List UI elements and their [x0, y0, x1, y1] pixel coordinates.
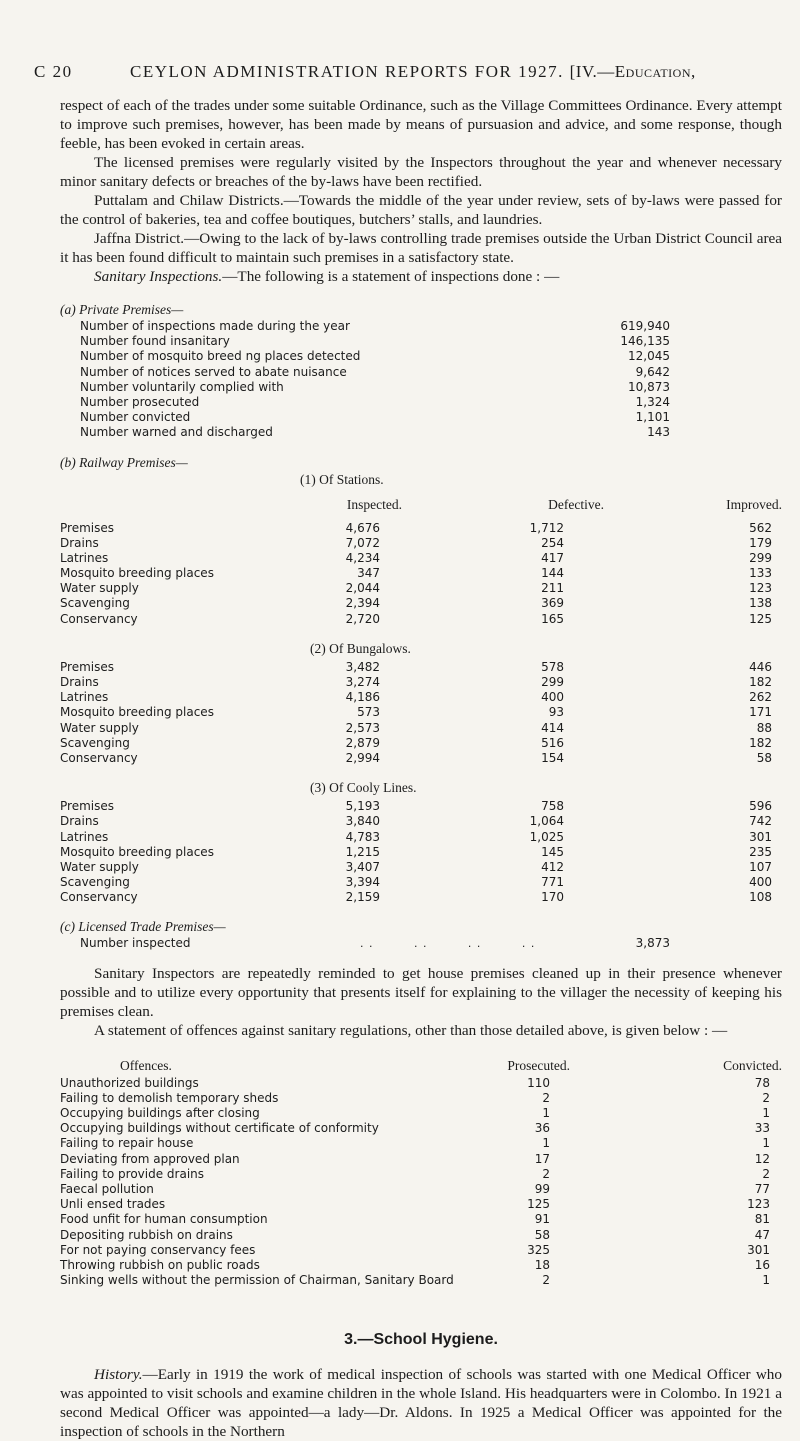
defective-value: 93 — [548, 705, 564, 720]
inspected-value: 2,994 — [345, 750, 380, 765]
improved-value: 400 — [749, 875, 772, 890]
improved-value: 742 — [749, 814, 772, 829]
improved-value: 179 — [749, 535, 772, 550]
convicted-value: 77 — [754, 1181, 770, 1196]
row-label: Number of notices served to abate nuisance — [80, 364, 347, 379]
row-label: Latrines — [60, 690, 109, 705]
defective-value: 145 — [541, 844, 564, 859]
prosecuted-value: 110 — [527, 1075, 550, 1090]
offence-row — [60, 1226, 782, 1241]
railway-row — [60, 828, 782, 843]
inspected-value: 347 — [357, 566, 380, 581]
row-label: Premises — [60, 799, 114, 814]
row-label: Number of inspections made during the year — [80, 319, 350, 333]
inspections-lead-paragraph — [60, 267, 782, 286]
col-offences: Offences. — [120, 1057, 172, 1073]
improved-value: 108 — [749, 890, 772, 905]
section-label: [IV.—Education, — [569, 62, 696, 81]
convicted-value: 301 — [747, 1242, 770, 1257]
row-label: Mosquito breeding places — [60, 566, 214, 581]
offence-label: Failing to demolish temporary sheds — [60, 1090, 279, 1105]
school-hygiene-title: 3.—School Hygiene. — [344, 1331, 498, 1349]
improved-value: 138 — [749, 596, 772, 611]
history-lead: History. — [94, 1366, 143, 1384]
row-label: Scavenging — [60, 735, 130, 750]
row-label: Water supply — [60, 720, 139, 735]
offence-row — [60, 1210, 782, 1225]
inspections-lead: Sanitary Inspections. — [94, 268, 223, 285]
offences-table — [60, 1056, 782, 1287]
railway-premises-table — [60, 453, 782, 904]
improved-value: 562 — [749, 520, 772, 535]
prosecuted-value: 2 — [542, 1273, 550, 1288]
offence-label: Deviating from approved plan — [60, 1151, 240, 1166]
row-value: 3,873 — [635, 936, 670, 951]
private-premises-row — [60, 317, 782, 332]
defective-value: 1,025 — [529, 829, 564, 844]
convicted-value: 16 — [754, 1257, 770, 1272]
offence-label: Unauthorized buildings — [60, 1075, 199, 1090]
offence-row — [60, 1256, 782, 1271]
row-label: Drains — [60, 814, 99, 829]
defective-value: 758 — [541, 799, 564, 814]
offence-row — [60, 1104, 782, 1119]
convicted-value: 12 — [754, 1151, 770, 1166]
history-paragraph — [60, 1365, 782, 1441]
improved-value: 182 — [749, 735, 772, 750]
railway-row — [60, 688, 782, 703]
improved-value: 262 — [749, 690, 772, 705]
row-label: Premises — [60, 520, 114, 535]
row-label: Number prosecuted — [80, 394, 200, 409]
inspected-value: 2,159 — [345, 890, 380, 905]
improved-value: 133 — [749, 566, 772, 581]
convicted-value: 1 — [762, 1136, 770, 1151]
offence-label: Occupying buildings after closing — [60, 1106, 260, 1120]
defective-value: 299 — [541, 675, 564, 689]
private-premises-row — [60, 347, 782, 362]
row-label: Number inspected — [80, 936, 191, 951]
private-premises-row — [60, 378, 782, 393]
railway-row — [60, 519, 782, 534]
railway-row — [60, 797, 782, 812]
defective-value: 417 — [541, 550, 564, 565]
railway-row — [60, 564, 782, 579]
intro-paragraph: Jaffna District.—Owing to the lack of by-laws controlling trade premises outside the Urban District Council area it has been found difficult to maintain such premises in a satisfactory state. — [60, 230, 782, 266]
row-label: Water supply — [60, 581, 139, 596]
offence-row — [60, 1150, 782, 1165]
offence-label: Faecal pollution — [60, 1181, 154, 1196]
inspected-value: 573 — [357, 705, 380, 720]
inspected-value: 7,072 — [345, 535, 380, 550]
reminder-paragraph: Sanitary Inspectors are repeatedly reminded to get house premises cleaned up in their presence whenever possible and to utilize every opportunity that presents itself for explaining to the villager the necessity of keeping his premises clean. — [60, 964, 782, 1020]
improved-value: 88 — [756, 720, 772, 735]
licensed-trade-table — [60, 917, 782, 949]
railway-row — [60, 673, 782, 688]
inspected-value: 3,274 — [345, 675, 380, 689]
railway-row — [60, 812, 782, 827]
private-premises-label: (a) Private Premises— — [60, 302, 184, 317]
offence-label: Depositing rubbish on drains — [60, 1227, 233, 1242]
prosecuted-value: 18 — [534, 1257, 550, 1272]
railway-row — [60, 888, 782, 903]
improved-value: 182 — [749, 675, 772, 689]
prosecuted-value: 125 — [527, 1197, 550, 1212]
licensed-trade-label: (c) Licensed Trade Premises— — [60, 919, 226, 935]
inspected-value: 2,044 — [345, 581, 380, 596]
inspected-value: 3,407 — [345, 859, 380, 874]
improved-value: 235 — [749, 844, 772, 859]
offence-row — [60, 1241, 782, 1256]
inspected-value: 2,879 — [345, 735, 380, 750]
railway-row — [60, 579, 782, 594]
intro-paragraph: Puttalam and Chilaw Districts.—Towards the middle of the year under review, sets of by-laws were passed for the control of bakeries, tea and coffee boutiques, butchers’ stalls, and laundries. — [60, 192, 782, 228]
row-label: Water supply — [60, 859, 139, 874]
improved-value: 123 — [749, 581, 772, 596]
convicted-value: 123 — [747, 1197, 770, 1212]
defective-value: 170 — [541, 890, 564, 905]
railway-row — [60, 549, 782, 564]
prosecuted-value: 325 — [527, 1242, 550, 1257]
row-value: 1,324 — [635, 394, 670, 409]
improved-value: 125 — [749, 611, 772, 626]
row-label: Conservancy — [60, 890, 138, 905]
railway-row — [60, 873, 782, 888]
defective-value: 1,064 — [529, 814, 564, 829]
improved-value: 58 — [756, 750, 772, 765]
railway-row — [60, 703, 782, 718]
offence-row — [60, 1119, 782, 1134]
defective-value: 412 — [541, 859, 564, 874]
defective-value: 414 — [541, 720, 564, 735]
row-label: Conservancy — [60, 611, 138, 626]
offence-label: Food unfit for human consumption — [60, 1212, 268, 1227]
convicted-value: 81 — [754, 1212, 770, 1227]
private-premises-table — [60, 300, 782, 439]
convicted-value: 2 — [762, 1090, 770, 1105]
improved-value: 299 — [749, 550, 772, 565]
improved-value: 446 — [749, 659, 772, 674]
offences-rows — [60, 1074, 782, 1287]
offence-label: Failing to repair house — [60, 1136, 194, 1151]
prosecuted-value: 36 — [534, 1121, 550, 1136]
inspected-value: 2,720 — [345, 611, 380, 626]
prosecuted-value: 1 — [542, 1106, 550, 1120]
defective-value: 771 — [541, 875, 564, 890]
row-label: Drains — [60, 535, 99, 550]
page-number: C 20 — [34, 62, 73, 81]
inspected-value: 5,193 — [345, 799, 380, 814]
railway-group-title — [60, 639, 782, 658]
improved-value: 301 — [749, 829, 772, 844]
offence-label: Occupying buildings without certificate of conformity — [60, 1121, 379, 1136]
defective-value: 1,712 — [529, 520, 564, 535]
inspected-value: 2,573 — [345, 720, 380, 735]
inspected-value: 4,676 — [345, 520, 380, 535]
inspected-value: 3,482 — [345, 659, 380, 674]
page-body — [60, 96, 782, 1441]
private-premises-row — [60, 332, 782, 347]
private-premises-row — [60, 393, 782, 408]
defective-value: 154 — [541, 750, 564, 765]
private-premises-row — [60, 423, 782, 438]
private-premises-rows — [60, 317, 782, 439]
history-text: —Early in 1919 the work of medical inspection of schools was started with one Medical Officer who was appointed to visit schools and examine children in the whole Island. His headquarters were in Colombo. In 1921 a second Medical Officer was appointed—a lady—Dr. Aldons. In 1925 a Medical Officer was appointed for the inspection of schools in the Northern — [60, 1366, 782, 1441]
intro-paragraph: The licensed premises were regularly visited by the Inspectors throughout the year and whenever necessary minor sanitary defects or breaches of the by-laws have been rectified. — [60, 154, 782, 190]
row-label: Number of mosquito breed ng places detected — [80, 349, 361, 364]
col-convicted: Convicted. — [723, 1057, 782, 1073]
row-value: 619,940 — [620, 319, 670, 333]
col-inspected: Inspected. — [346, 496, 402, 512]
inspected-value: 4,186 — [345, 690, 380, 705]
prosecuted-value: 91 — [534, 1212, 550, 1227]
group-title: (2) Of Bungalows. — [310, 640, 411, 656]
row-value: 9,642 — [635, 364, 670, 379]
row-label: Latrines — [60, 550, 109, 565]
intro-paragraph: respect of each of the trades under some suitable Ordinance, such as the Village Committees Ordinance. Every attempt to improve such premises, however, has been made by means of pursuasion and advice, and some response, though feeble, has been evoked in certain areas. — [60, 97, 782, 152]
offence-label: Failing to provide drains — [60, 1166, 205, 1181]
offence-label: Throwing rubbish on public roads — [60, 1257, 260, 1272]
row-label: Drains — [60, 675, 99, 689]
prosecuted-value: 17 — [534, 1151, 550, 1166]
railway-row — [60, 534, 782, 549]
inspected-value: 3,394 — [345, 875, 380, 890]
defective-value: 400 — [541, 690, 564, 705]
railway-row — [60, 858, 782, 873]
row-label: Scavenging — [60, 875, 130, 890]
col-defective: Defective. — [548, 496, 604, 512]
convicted-value: 33 — [754, 1121, 770, 1136]
inspections-lead-text: —The following is a statement of inspections done : — — [222, 268, 560, 285]
defective-value: 254 — [541, 535, 564, 550]
offences-header-row — [60, 1056, 782, 1074]
row-value: 143 — [647, 425, 670, 440]
convicted-value: 78 — [754, 1075, 770, 1090]
railway-group-title — [60, 470, 782, 489]
inspected-value: 1,215 — [345, 844, 380, 859]
improved-value: 107 — [749, 859, 772, 874]
railway-row — [60, 610, 782, 625]
private-premises-row — [60, 363, 782, 378]
row-label: Number convicted — [80, 410, 191, 425]
defective-value: 578 — [541, 659, 564, 674]
offence-row — [60, 1271, 782, 1286]
row-label: Number warned and discharged — [80, 425, 273, 440]
row-label: Number found insanitary — [80, 334, 230, 349]
railway-row — [60, 719, 782, 734]
col-improved: Improved. — [726, 496, 782, 512]
offence-row — [60, 1089, 782, 1104]
row-value: 146,135 — [620, 334, 670, 349]
row-value: 12,045 — [628, 349, 670, 364]
row-label: Conservancy — [60, 750, 138, 765]
offence-row — [60, 1165, 782, 1180]
railway-premises-label: (b) Railway Premises— — [60, 454, 188, 470]
inspected-value: 4,234 — [345, 550, 380, 565]
group-title: (1) Of Stations. — [300, 471, 384, 487]
railway-row — [60, 658, 782, 673]
railway-row — [60, 594, 782, 609]
row-value: 1,101 — [635, 410, 670, 425]
licensed-trade-row: Number inspected . . . . . . . . 3,873 — [60, 934, 782, 949]
row-label: Scavenging — [60, 596, 130, 611]
group-title: (3) Of Cooly Lines. — [310, 780, 417, 796]
railway-header-row — [60, 495, 782, 519]
prosecuted-value: 58 — [534, 1227, 550, 1242]
offences-intro: A statement of offences against sanitary regulations, other than those detailed above, is given below : — — [94, 1021, 728, 1039]
row-label: Mosquito breeding places — [60, 705, 214, 720]
row-value: 10,873 — [628, 379, 670, 394]
railway-row — [60, 749, 782, 764]
row-label: Latrines — [60, 829, 109, 844]
railway-row — [60, 843, 782, 858]
inspected-value: 2,394 — [345, 596, 380, 611]
prosecuted-value: 2 — [542, 1090, 550, 1105]
offence-row — [60, 1180, 782, 1195]
row-label: Number voluntarily complied with — [80, 379, 284, 394]
convicted-value: 1 — [762, 1273, 770, 1288]
railway-group-title — [60, 778, 782, 797]
defective-value: 516 — [541, 735, 564, 750]
prosecuted-value: 2 — [542, 1166, 550, 1181]
report-title: CEYLON ADMINISTRATION REPORTS FOR 1927. — [130, 62, 564, 81]
offence-label: For not paying conservancy fees — [60, 1242, 256, 1257]
offence-row — [60, 1195, 782, 1210]
prosecuted-value: 1 — [542, 1136, 550, 1151]
convicted-value: 47 — [754, 1227, 770, 1242]
prosecuted-value: 99 — [534, 1181, 550, 1196]
defective-value: 144 — [541, 566, 564, 581]
offence-label: Unli ensed trades — [60, 1197, 166, 1212]
running-title — [130, 62, 696, 82]
railway-row — [60, 734, 782, 749]
col-prosecuted: Prosecuted. — [507, 1057, 570, 1073]
railway-groups — [60, 470, 782, 904]
offence-row — [60, 1074, 782, 1089]
inspected-value: 3,840 — [345, 814, 380, 829]
convicted-value: 2 — [762, 1166, 770, 1181]
defective-value: 369 — [541, 596, 564, 611]
offence-label: Sinking wells without the permission of Chairman, Sanitary Board — [60, 1273, 454, 1288]
defective-value: 211 — [541, 581, 564, 596]
defective-value: 165 — [541, 611, 564, 626]
page-header — [34, 62, 784, 88]
convicted-value: 1 — [762, 1106, 770, 1120]
improved-value: 171 — [749, 705, 772, 720]
private-premises-row — [60, 408, 782, 423]
inspected-value: 4,783 — [345, 829, 380, 844]
row-label: Premises — [60, 659, 114, 674]
row-label: Mosquito breeding places — [60, 844, 214, 859]
improved-value: 596 — [749, 799, 772, 814]
offence-row — [60, 1134, 782, 1149]
